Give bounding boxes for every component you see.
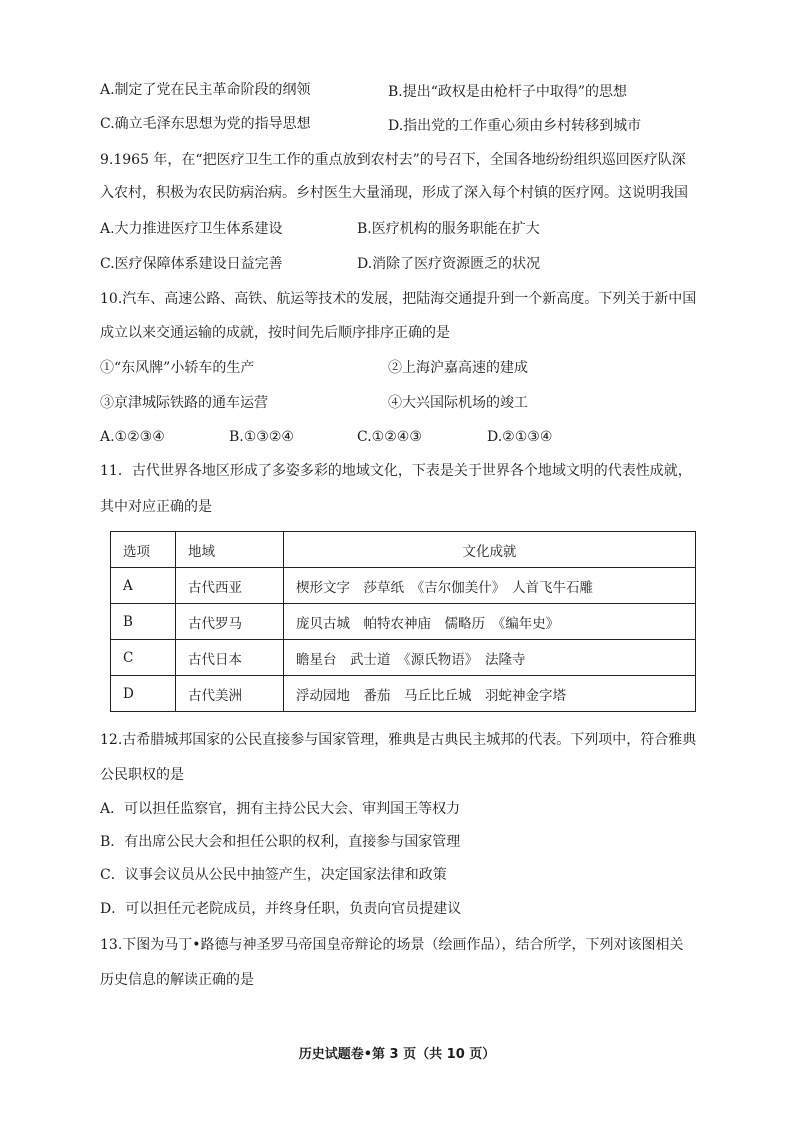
q11-stem-line1: 11．古代世界各地区形成了多姿多彩的地域文化，下表是关于世界各个地域文明的代表性成就， — [100, 463, 692, 479]
table-cell: 古代罗马 — [176, 604, 284, 640]
table-cell: C — [111, 640, 176, 676]
q10-stem-line1: 10.汽车、高速公路、高铁、航运等技术的发展，把陆海交通提升到一个新高度。下列关于新中国 — [100, 291, 697, 307]
table-cell: A — [111, 568, 176, 604]
q10-item-3: ③京津城际铁路的通车运营 — [100, 395, 268, 411]
page-footer: 历史试题卷•第 3 页（共 10 页） — [298, 1047, 496, 1062]
q8-option-c: C.确立毛泽东思想为党的指导思想 — [100, 116, 311, 132]
q10-item-1: ①“东风牌”小轿车的生产 — [100, 360, 255, 376]
q10-option-d: D.②①③④ — [487, 429, 553, 445]
q9-stem-line2: 入农村，积极为农民防病治病。乡村医生大量涌现，形成了深入每个村镇的医疗网。这说明我国 — [100, 185, 688, 201]
table-cell: 浮动园地 番茄 马丘比丘城 羽蛇神金字塔 — [284, 676, 696, 712]
q12-option-a: A．可以担任监察官，拥有主持公民大会、审判国王等权力 — [100, 801, 461, 817]
q9-option-b: B.医疗机构的服务职能在扩大 — [357, 221, 540, 237]
q12-option-b: B．有出席公民大会和担任公职的权利，直接参与国家管理 — [100, 834, 461, 850]
q13-stem-line2: 历史信息的解读正确的是 — [100, 972, 254, 988]
q8-option-b: B.提出“政权是由枪杆子中取得”的思想 — [388, 84, 628, 100]
table-cell: 古代美洲 — [176, 676, 284, 712]
table-cell: B — [111, 604, 176, 640]
q10-stem-line2: 成立以来交通运输的成就，按时间先后顺序排序正确的是 — [100, 325, 450, 341]
q10-option-a: A.①②③④ — [100, 429, 165, 445]
q12-option-c: C．议事会议员从公民中抽签产生，决定国家法律和政策 — [100, 867, 447, 883]
table-cell: 楔形文字 莎草纸 《吉尔伽美什》 人首飞牛石雕 — [284, 568, 696, 604]
table-header-cell: 选项 — [111, 532, 176, 568]
q12-stem-line2: 公民职权的是 — [100, 767, 184, 783]
table-row — [111, 676, 696, 712]
q10-option-b: B.①③②④ — [229, 429, 294, 445]
civilization-table — [110, 531, 696, 712]
q8-option-a: A.制定了党在民主革命阶段的纲领 — [100, 82, 311, 98]
q9-option-a: A.大力推进医疗卫生体系建设 — [100, 221, 283, 237]
table-row — [111, 604, 696, 640]
q9-stem-line1: 9.1965 年，在“把医疗卫生工作的重点放到农村去”的号召下，全国各地纷纷组织巡回医疗队深 — [100, 152, 686, 168]
q9-option-d: D.消除了医疗资源匮乏的状况 — [357, 256, 541, 272]
table-row — [111, 640, 696, 676]
q11-stem-line2: 其中对应正确的是 — [100, 499, 212, 515]
table-cell: 古代日本 — [176, 640, 284, 676]
q9-option-c: C.医疗保障体系建设日益完善 — [100, 256, 283, 272]
q12-stem-line1: 12.古希腊城邦国家的公民直接参与国家管理，雅典是古典民主城邦的代表。下列项中，符合雅典 — [100, 732, 697, 748]
q10-item-2: ②上海沪嘉高速的建成 — [388, 360, 528, 376]
table-cell: 瞻星台 武士道 《源氏物语》 法隆寺 — [284, 640, 696, 676]
table-row — [111, 568, 696, 604]
table-header-row — [111, 532, 696, 568]
table-cell: 庞贝古城 帕特农神庙 儒略历 《编年史》 — [284, 604, 696, 640]
q10-item-4: ④大兴国际机场的竣工 — [388, 395, 528, 411]
table-cell: D — [111, 676, 176, 712]
q12-option-d: D．可以担任元老院成员，并终身任职，负责向官员提建议 — [100, 901, 462, 917]
table-header-cell: 地域 — [176, 532, 284, 568]
q8-option-d: D.指出党的工作重心须由乡村转移到城市 — [388, 118, 642, 134]
q13-stem-line1: 13.下图为马丁•路德与神圣罗马帝国皇帝辩论的场景（绘画作品），结合所学，下列对该图相关 — [100, 937, 684, 953]
q10-option-c: C.①②④③ — [357, 429, 422, 445]
table-header-cell: 文化成就 — [284, 532, 696, 568]
table-cell: 古代西亚 — [176, 568, 284, 604]
